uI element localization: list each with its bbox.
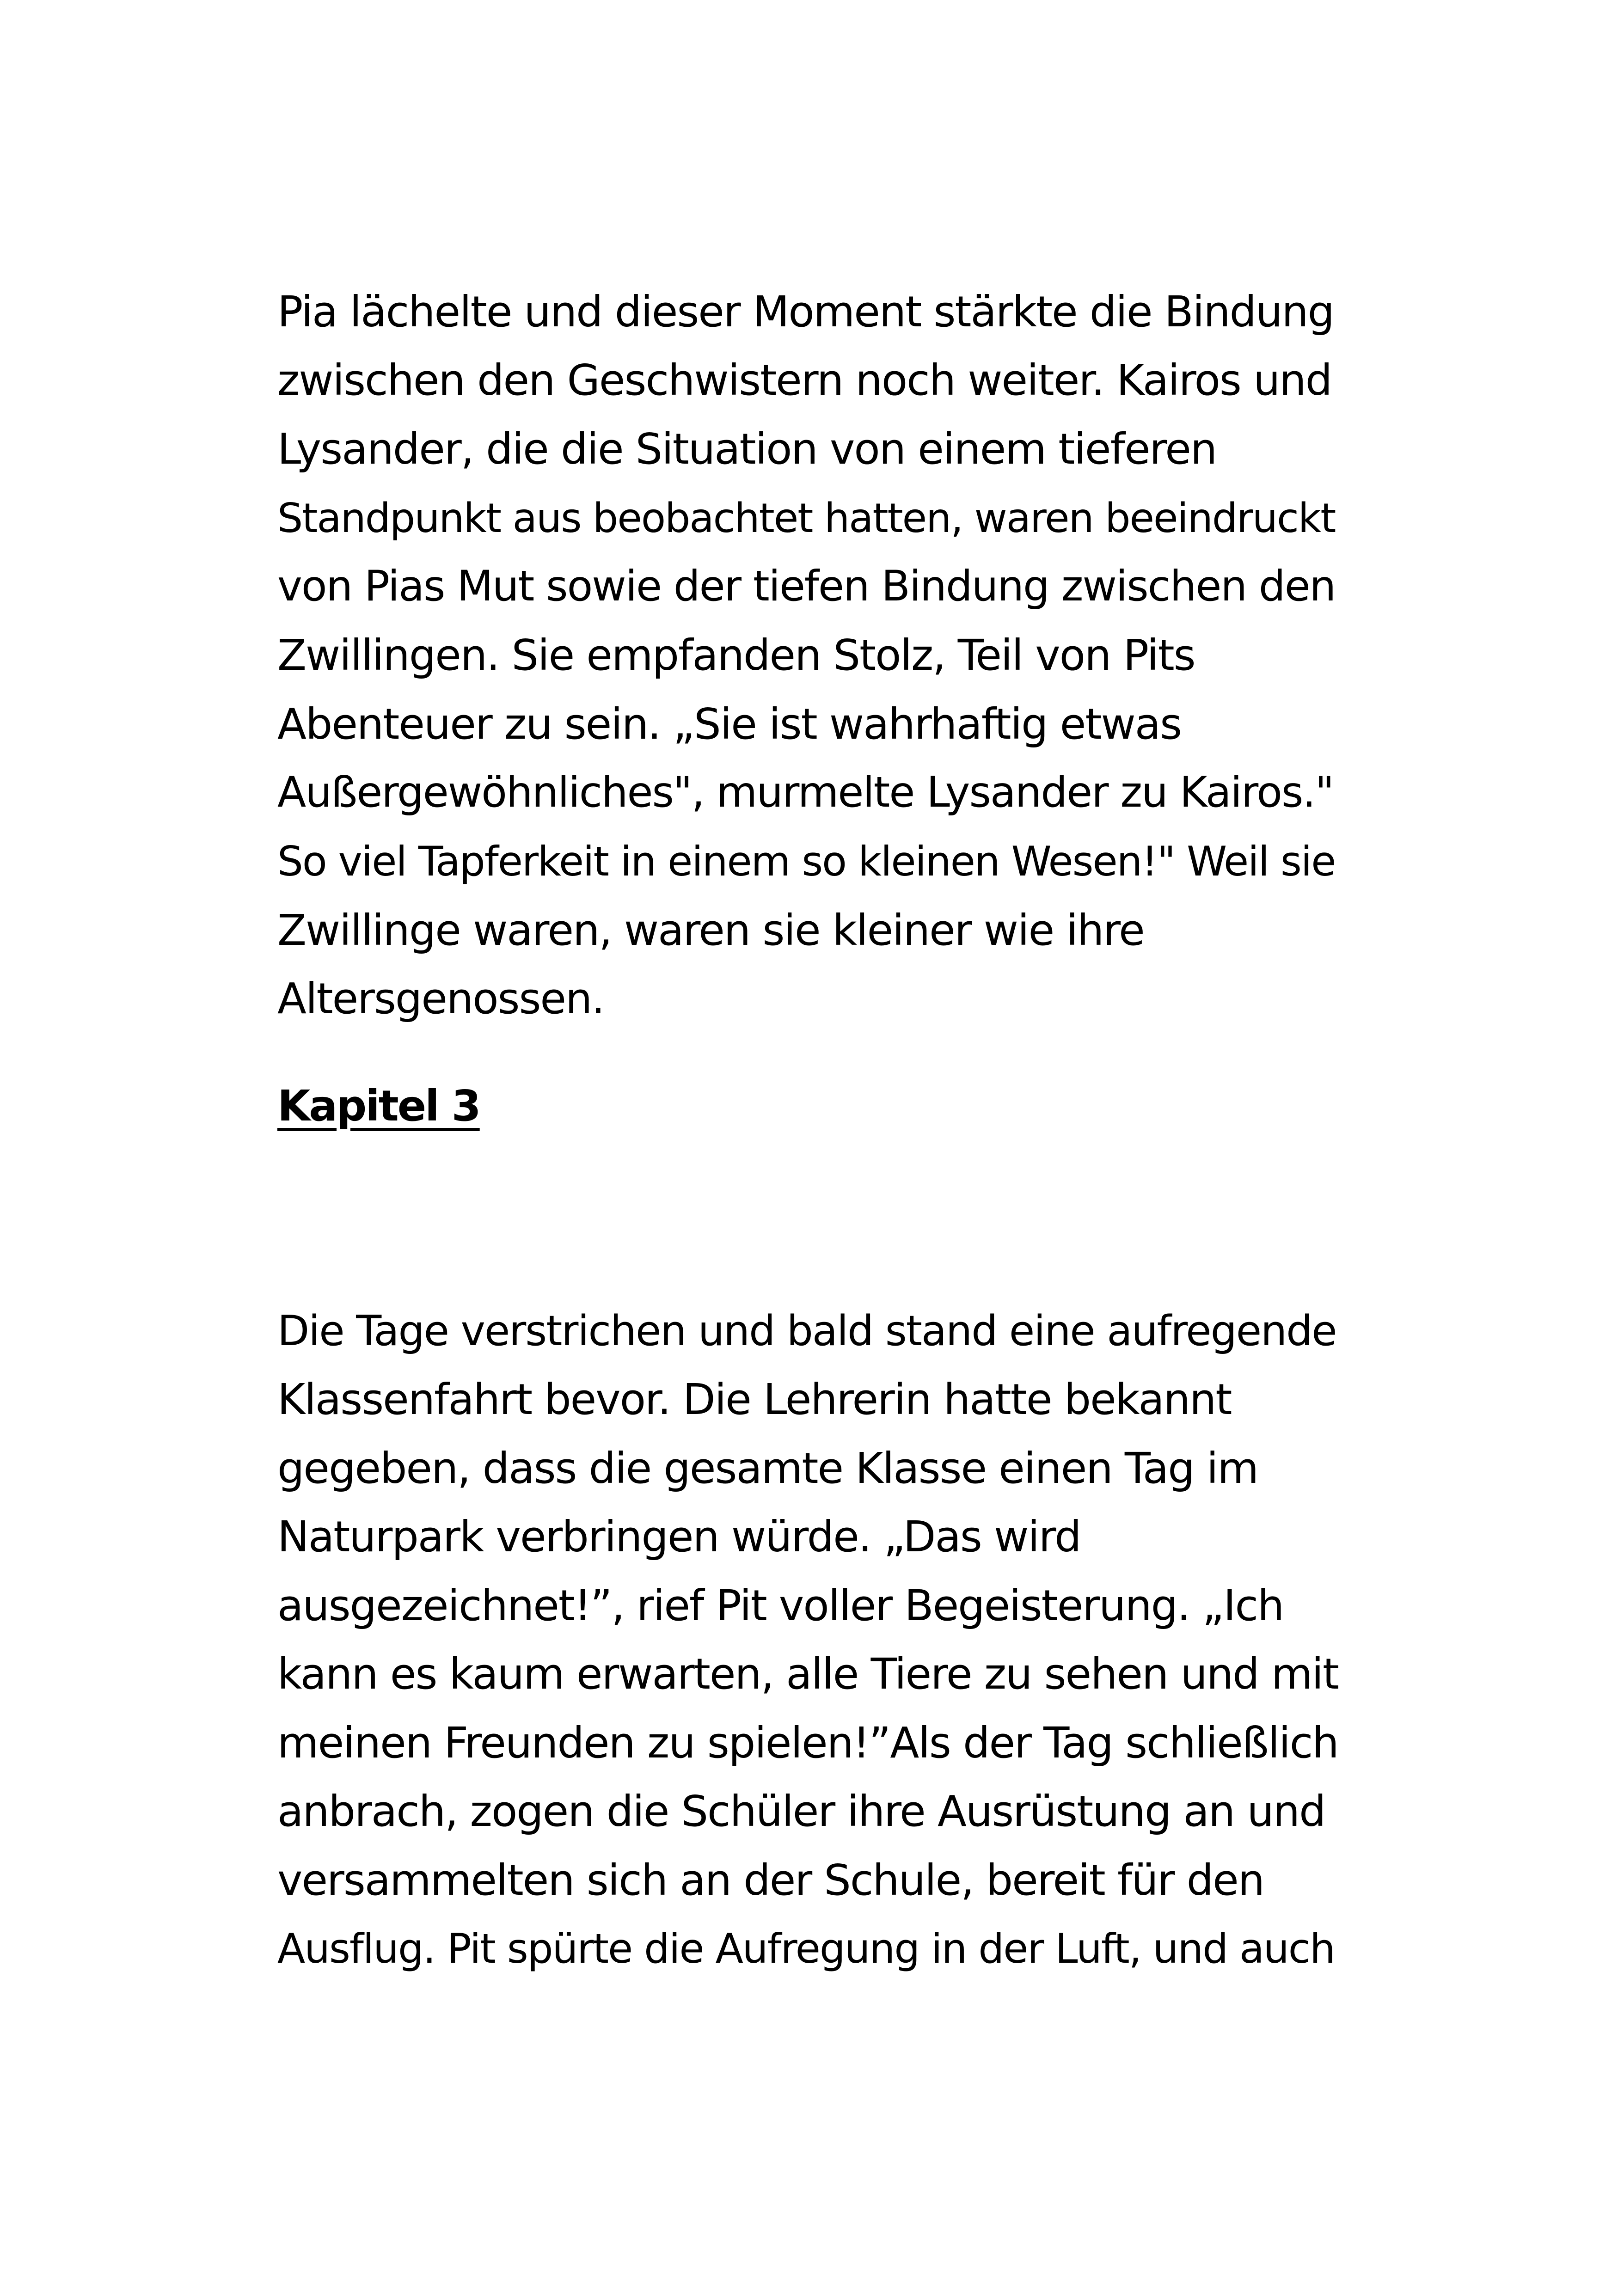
paragraph-2-line: gegeben, dass die gesamte Klasse einen Tag im [277, 1444, 1258, 1493]
paragraph-1-line: Pia lächelte und dieser Moment stärkte die Bindung [277, 287, 1334, 337]
paragraph-1-line: Lysander, die die Situation von einem tieferen [277, 424, 1217, 474]
paragraph-1-line: So viel Tapferkeit in einem so kleinen Wesen!" Weil sie [277, 838, 1336, 885]
paragraph-1-line: Zwillinge waren, waren sie kleiner wie ihre [277, 906, 1144, 955]
paragraph-1-line: von Pias Mut sowie der tiefen Bindung zwischen den [277, 562, 1336, 611]
paragraph-1-line: Abenteuer zu sein. „Sie ist wahrhaftig etwas [277, 699, 1182, 749]
paragraph-2-line: kann es kaum erwarten, alle Tiere zu sehen und mit [277, 1649, 1339, 1699]
paragraph-2-line: Ausflug. Pit spürte die Aufregung in der Luft, und auch [277, 1925, 1335, 1972]
paragraph-2-line: versammelten sich an der Schule, bereit für den [277, 1855, 1264, 1905]
paragraph-2-line: Die Tage verstrichen und bald stand eine aufregende [277, 1307, 1336, 1355]
paragraph-1-line: Standpunkt aus beobachtet hatten, waren beeindruckt [277, 495, 1336, 542]
chapter-heading: Kapitel 3 [277, 1081, 480, 1131]
paragraph-2-line: anbrach, zogen die Schüler ihre Ausrüstung an und [277, 1787, 1325, 1836]
paragraph-2-line: Klassenfahrt bevor. Die Lehrerin hatte bekannt [277, 1375, 1232, 1424]
paragraph-1-line: Außergewöhnliches", murmelte Lysander zu Kairos." [277, 768, 1334, 817]
paragraph-2-line: ausgezeichnet!”, rief Pit voller Begeisterung. „Ich [277, 1581, 1284, 1630]
paragraph-1-line: Zwillingen. Sie empfanden Stolz, Teil von Pits [277, 631, 1195, 680]
paragraph-2-line: Naturpark verbringen würde. „Das wird [277, 1512, 1081, 1561]
paragraph-2-line: meinen Freunden zu spielen!”Als der Tag schließlich [277, 1718, 1338, 1768]
paragraph-1-line: Altersgenossen. [277, 974, 604, 1023]
paragraph-1-line: zwischen den Geschwistern noch weiter. Kairos und [277, 355, 1332, 405]
